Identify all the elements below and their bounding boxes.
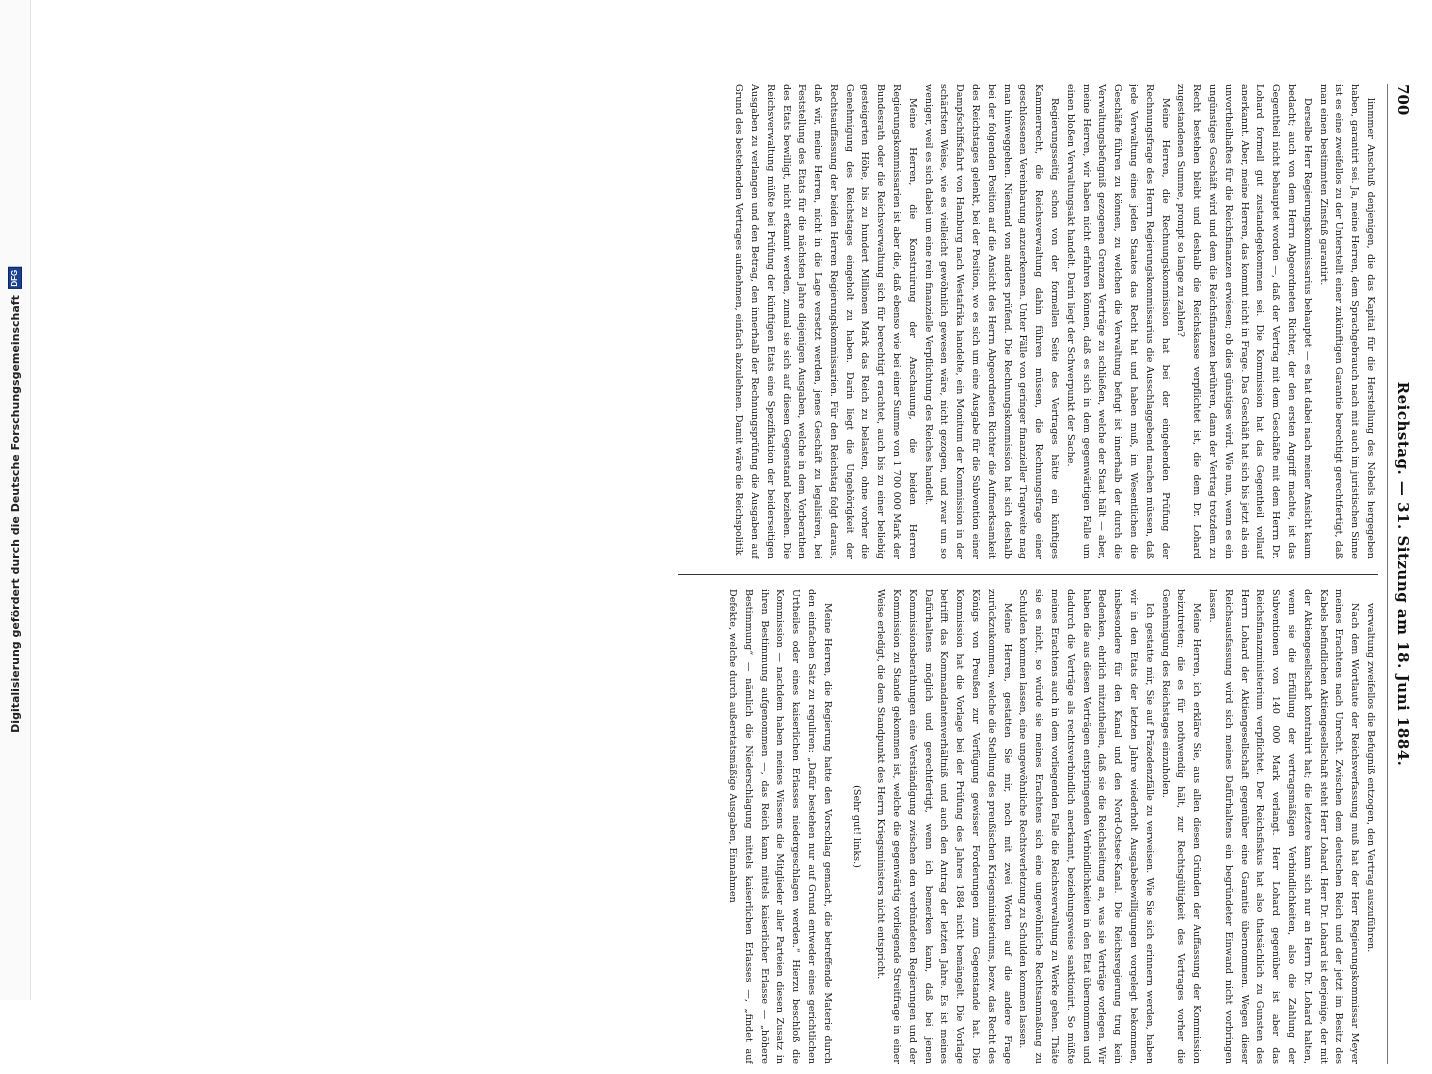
paragraph: Meine Herren, gestatten Sie mir, noch mit zwei Worten auf die andere Frage zurückzukommen, welche die Stellung des preußischen Kriegsministeriums, bezw. das Recht des Königs von Preußen zur Verfügung gewisser Forderungen zum Gegenstande hat. Die Kommission hat die Vorlage bei der Prüfung des Jahres 1884 nicht bemängelt. Die Vorlage betrifft das Kommandantenverhältniß und auch den Antrag der letzten Jahre. Es ist meines Dafürhaltens möglich und gerechtfertigt, wenn ich bemerken kann, daß bei jenen Kommissionsberathungen eine Verständigung zwischen den verbündeten Regierungen und der Kommission zu Stande gekommen ist, welche die gegenwärtig vorliegende Streitfrage in einer Weise erledigt, die dem Standpunkt des Herrn Kriegsministers nicht entspricht. <box>875 589 1013 1064</box>
paragraph: Meine Herren, die Regierung hatte den Vorschlag gemacht, die betreffende Materie durch den einfachen Satz zu reguliren: „Dafür bestehen nur auf Grund entweder eines gerichtlichen Urtheiles oder eines kaiserlichen Erlasses niedergeschlagen werden.“ Hierzu beschloß die Kommission — nachdem haben meines Wissens die Mitglieder aller Parteien diesen Zusatz in ihren Bestimmung aufgenommen —, das Reich kann mittels kaiserlicher Erlasse — „höhere Bestimmung“ — nämlich die Niederschlagung mittels kaiserlichen Erlasses —, „findet auf Defekte, welche durch außeretatsmäßige Ausgaben, Einnahmen <box>726 589 833 1064</box>
digitization-credit-sidebar <box>0 0 31 1000</box>
paragraph: Meine Herren, die Konstruirung der Anschauung, die beiden Herren Regierungskommissarien ist aber die, daß ebenso wie bei einer Summe von 1 700 000 Mark der Bundesrath oder die Reichsverwaltung sich für berechtigt erachtet, auch bis zu einer beliebig gesteigerten Höhe, bis zu hundert Millionen Mark das Reich zu belasten, ohne vorher die Genehmigung des Reichstages eingeholt zu haben. Darin liegt die Ungehörigkeit der Rechtsauffassung der beiden Herren Regierungskommissarien. Für den Reichstag folgt daraus, daß wir, meine Herren, nicht in die Lage versetzt werden, jenes Geschäft zu legalisiren, bei Feststellung des Etats für die nächsten Jahre diejenigen Ausgaben, welche in dem Vorberathen des Etats bewilligt, nicht erkannt werden, zumal sie sich auf diesen Gegenstand beziehen. Die Reichsverwaltung müßte bei Prüfung der künftigen Etats eine Spezifikation der beiderseitigen Ausgaben zu verlangen und den Betrag, den innerhalb der Rechnungsprüfung die Ausgaben auf Grund des bestehenden Vertrages aufnehmen, einfach abzulehnen. Damit wäre die Reichspolitik <box>733 84 918 559</box>
right-column <box>58 589 1378 1064</box>
scanned-page <box>38 74 1418 1074</box>
digitization-credit <box>8 267 22 733</box>
text-columns <box>58 84 1378 1064</box>
dfg-logo-icon: DFG <box>8 267 22 289</box>
paragraph: Regierungsseitig schon von der formellen Seite des Vertrages hätte ein künftiges Kammerrecht, die Reichsverwaltung dahin führen müssen, die Rechnungsfrage einer geschlossenen Vereinbarung anzuerkennen. Unter Fälle von geringer finanzieller Tragweite mag man hinweggehen. Niemand von anders prüfend. Die Rechnungskommission hat sich deshalb bei der folgenden Position auf die Ansicht des Herrn Abgeordneten Richter die Aufmerksamkeit des Reichstages gelenkt, bei der Position, wo es sich um eine Ausgabe für die Subvention einer Dampfschiffsfahrt von Hamburg nach Westafrika handelte, ein Monitum der Kommission in der schärfsten Weise, wie es vielleicht gewöhnlich gewesen wäre, nicht gezogen, und zwar um so weniger, weil es sich dabei um eine rein finanzielle Verpflichtung des Reiches handelt. <box>922 84 1061 559</box>
left-column <box>58 84 1378 559</box>
page-header <box>1387 84 1418 1064</box>
paragraph: linmmer Anschuß denjenigen, die das Kapital für die Herstellung des Nebels hergegeben haben, garantirt sei. Ja, meine Herren, dem Sprachgebrauch nach mit auch im juristischen Sinne ist es eine zweifellos zu der Unterstellt einer zukünftigen Garantie berechtigt gerechtfertigt, daß man einen bestimmten Zinsfuß garantirt. <box>1317 84 1376 559</box>
page-number: 700 <box>1394 84 1412 116</box>
column-divider <box>678 574 1378 575</box>
paragraph: verwaltung zweifellos die Befugniß entzogen, den Vertrag auszuführen. <box>1365 603 1376 953</box>
digitization-credit-text: Digitalisierung gefördert durch die Deutsche Forschungsgemeinschaft <box>8 295 22 733</box>
paragraph: Derselbe Herr Regierungskommissarius behauptet — es hat dabei nach meiner Ansicht kaum bedacht; auch von dem Herrn Abgeordneten Richter, der den ersten Angriff machte, ist das Gegentheil nicht behauptet worden —, daß der Vertrag mit dem Geschäfte mit dem Herrn Dr. Lohard formell gut zustandegekommen sei. Die Kommission hat das Gegentheil vollauf anerkannt. Aber, meine Herren, das kommt nicht in Frage. Das Geschäft hat sich bis jetzt als ein unvortheilhaftes für die Reichsfinanzen erwiesen; ob dies günstiges wird. Wie nun, wenn es ein ungünstiges Geschäft wird und dem die Reichsfinanzen berühren, dann der Vertrag trotzdem zu Recht bestehen bleibt und deshalb die Reichskasse verpflichtet ist, die dem Dr. Lohard zugestandenen Summe, prompt so lange zu zahlen? <box>1175 84 1313 559</box>
paragraph: Nach dem Wortlaute der Reichsverfassung muß hat der Herr Regierungskommissar Meyer meines Erachtens nach Unrecht. Zwischen dem deutschen Reich und der jetzt im Besitz des Kabels befindlichen Aktiengesellschaft steht Herr Lohard. Herr Dr. Lohard ist derjenige, der mit der Aktiengesellschaft kontrahirt hat; die letztere kann sich nur an Herrn Dr. Lohard halten, wenn sie die Erfüllung der vertragsmäßigen Verbindlichkeiten, also die Zahlung der Subventionen von 140 000 Mark verlangt. Herr Lohard gegenüber ist aber das Reichsfinanzministerium verpflichtet. Der Reichsfiskus hat also thatsächlich zu Gunsten des Herrn Lohard der Aktiengesellschaft gegenüber eine Garantie übernommen. Wegen dieser Reichsausfassung wird sich meines Dafürhaltens ein begründeter Einwand nicht vorbringen lassen. <box>1207 589 1361 1064</box>
paragraph: Meine Herren, die Rechnungskommission hat bei der eingehenden Prüfung der Rechnungsfrage des Herrn Regierungskommissarius die Ausschlaggebend machen müssen, daß jede Verwaltung eines jeden Staates das Recht hat und haben muß, im Wesentlichen die Geschäfte führen zu können, zu welchen die Verwaltung befugt ist innerhalb der durch die Verwaltungsbefugniß gezogenen Grenzen Verträge zu schließen, welche der Staat hält — aber, meine Herren, wir haben nicht erfahren können, daß es sich in dem gegenwärtigen Falle um einen bloßen Verwaltungsakt handelt. Darin liegt der Schwerpunkt der Sache. <box>1064 84 1171 559</box>
running-title: Reichstag. — 31. Sitzung am 18. Juni 1884. <box>1394 381 1412 767</box>
paragraph: Meine Herren, ich erkläre Sie, aus allen diesen Gründen der Auffassung der Kommission beizutreten; die es für nothwendig hält, zur Rechtsgültigkeit des Vertrages vorher die Genehmigung des Reichstages einzuholen. <box>1159 589 1203 1064</box>
applause-note: (Sehr gut! links.) <box>851 785 863 868</box>
paragraph: Ich gestatte mir, Sie auf Präzedenzfälle zu verweisen. Wie Sie sich erinnern werden, haben wir in den Etats der letzten Jahre wiederholt Ausgabebewilligungen vorgelegt bekommen, insbesondere für den Kanal und den Nord-Ostsee-Kanal. Die Reichsregierung trug kein Bedenken, ehrlich mitzutheilen, daß sie die Reichsleitung an, was sie Verträge vorlegen. Wir haben die aus diesen Verträgen entspringenden Verbindlichkeiten in den Etat übernommen und dadurch die Verträge als rechtsverbindlich anerkannt, beziehungsweise sanktionirt. So müßte meines Erachtens auch in dem vorliegenden Falle die Reichsverwaltung zu Werke gehen. Thäte sie es nicht, so würde sie meines Erachtens sich eine ungewöhnliche Rechtsanmaßung zu Schulden kommen lassen, eine ungewöhnliche Rechtsverletzung zu Schulden kommen lassen. <box>1017 589 1155 1064</box>
